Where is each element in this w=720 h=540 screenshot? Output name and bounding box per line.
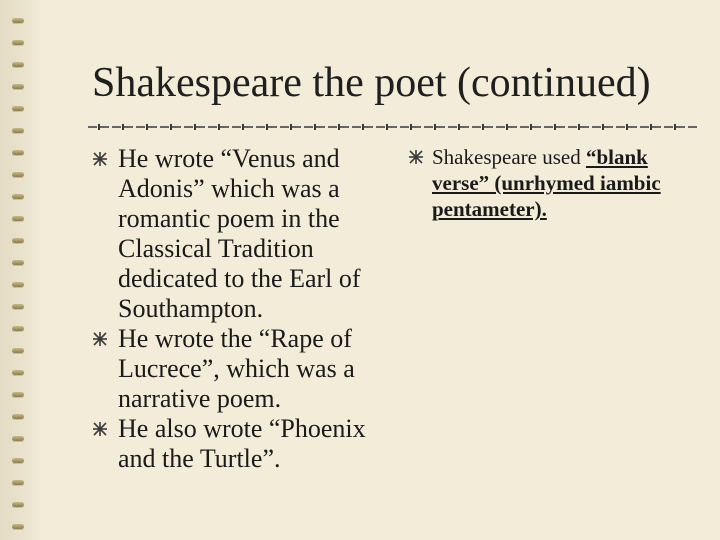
binding-ring — [12, 414, 24, 419]
list-item — [92, 414, 392, 474]
list-item — [408, 144, 708, 222]
binding-ring — [12, 436, 24, 441]
left-column — [92, 144, 392, 474]
bullet-text: Shakespeare used — [432, 145, 586, 169]
binding-ring — [12, 348, 24, 353]
binding-ring — [12, 128, 24, 133]
cross-stitch-icon — [408, 149, 424, 165]
right-column — [408, 144, 708, 222]
binding-ring — [12, 458, 24, 463]
title-divider — [88, 124, 698, 130]
binding-ring — [12, 392, 24, 397]
binding-ring — [12, 172, 24, 177]
binding-ring — [12, 480, 24, 485]
binding-ring — [12, 84, 24, 89]
binding-ring — [12, 524, 24, 529]
bullet-text: He also wrote “Phoenix and the Turtle”. — [118, 414, 366, 473]
bullet-text: He wrote “Venus and Adonis” which was a romantic poem in the Classical Tradition dedicated to the Earl of Southampton. — [118, 144, 361, 323]
binding-ring — [12, 238, 24, 243]
binding-ring — [12, 106, 24, 111]
bullet-text: He wrote the “Rape of Lucrece”, which was a narrative poem. — [118, 324, 355, 413]
cross-stitch-icon — [92, 331, 108, 347]
binding-ring — [12, 216, 24, 221]
binding-ring — [12, 282, 24, 287]
cross-stitch-icon — [92, 421, 108, 437]
bullet-emphasis: “blank verse” (unrhymed iambic pentameter). — [432, 145, 661, 221]
list-item — [92, 324, 392, 414]
binding-ring — [12, 260, 24, 265]
list-item — [92, 144, 392, 324]
right-bullet-list — [408, 144, 708, 222]
binding-ring — [12, 502, 24, 507]
cross-stitch-icon — [92, 151, 108, 167]
binding-strip — [0, 0, 40, 540]
slide-title: Shakespeare the poet (continued) — [92, 60, 651, 106]
binding-ring — [12, 304, 24, 309]
binding-ring — [12, 62, 24, 67]
binding-ring — [12, 194, 24, 199]
binding-ring — [12, 40, 24, 45]
left-bullet-list — [92, 144, 392, 474]
binding-ring — [12, 370, 24, 375]
binding-ring — [12, 18, 24, 23]
binding-ring — [12, 150, 24, 155]
binding-ring — [12, 326, 24, 331]
